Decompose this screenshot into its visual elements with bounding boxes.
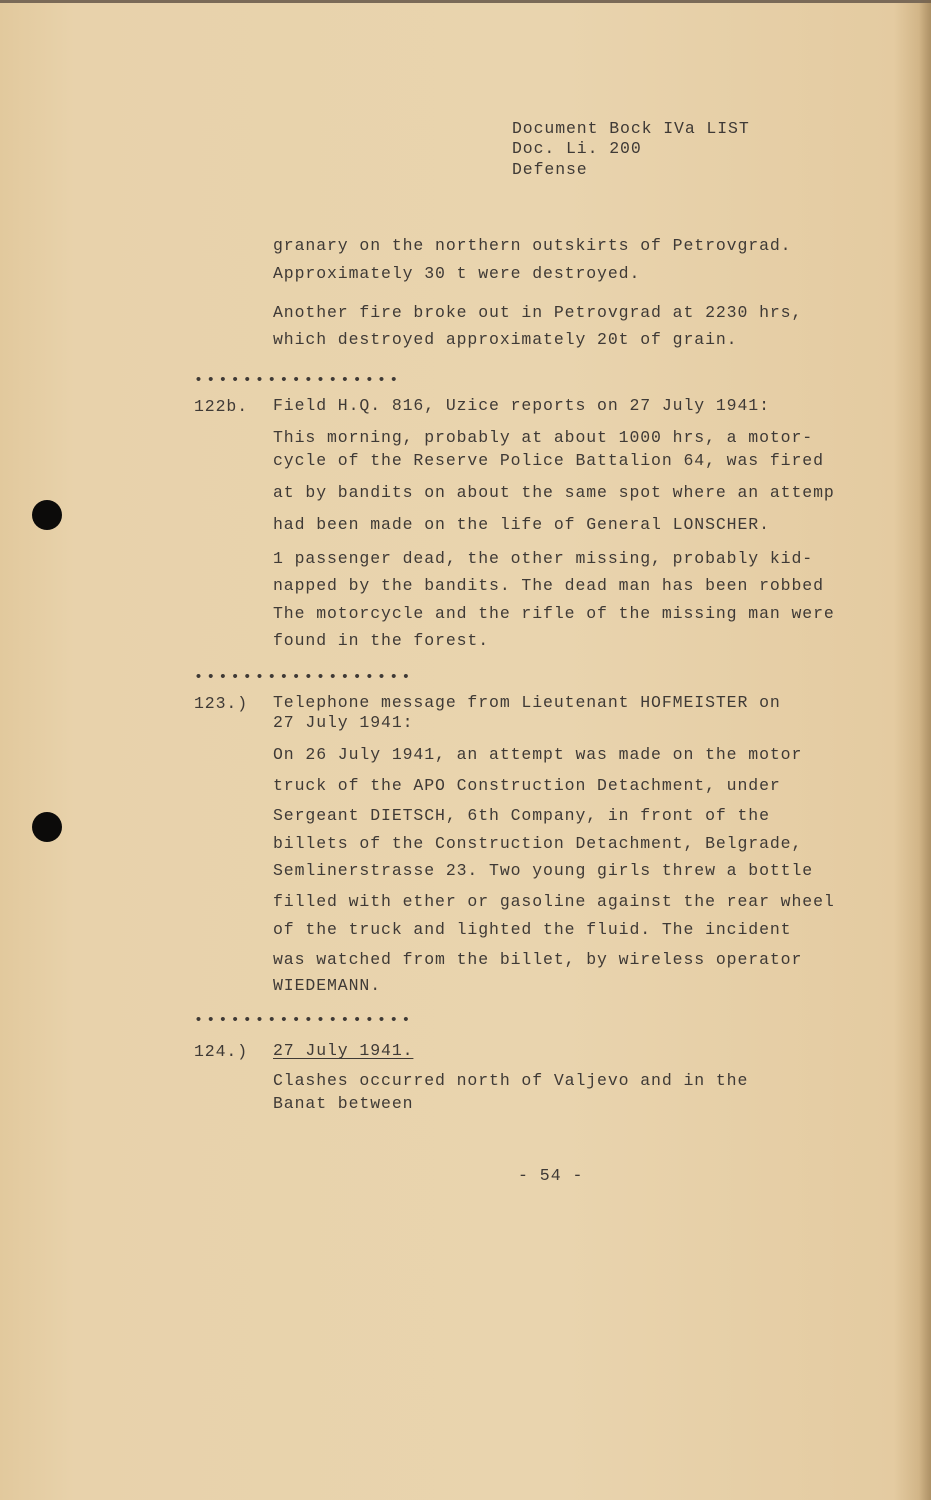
header-line-1: Document Bock IVa LIST	[512, 119, 750, 138]
entry-heading: Telephone message from Lieutenant HOFMEISTER on	[273, 693, 781, 712]
entry-line: 1 passenger dead, the other missing, probably kid-	[273, 549, 814, 568]
entry-line: had been made on the life of General LONSCHER.	[273, 515, 770, 534]
entry-heading: 27 July 1941:	[273, 713, 414, 732]
page-number: - 54 -	[518, 1166, 584, 1185]
intro-p1-line-1: granary on the northern outskirts of Petrovgrad.	[273, 236, 792, 255]
entry-line: Clashes occurred north of Valjevo and in the	[273, 1071, 749, 1090]
entry-heading: Field H.Q. 816, Uzice reports on 27 July 1941:	[273, 396, 770, 415]
intro-p2-line-2: which destroyed approximately 20t of grain.	[273, 330, 738, 349]
entry-line: Sergeant DIETSCH, 6th Company, in front of the	[273, 806, 770, 825]
entry-line: at by bandits on about the same spot where an attemp	[273, 483, 835, 502]
entry-line: napped by the bandits. The dead man has been robbed	[273, 576, 824, 595]
entry-line: Banat between	[273, 1094, 414, 1113]
entry-line: This morning, probably at about 1000 hrs, a motor-	[273, 428, 814, 447]
intro-p1-line-2: Approximately 30 t were destroyed.	[273, 264, 641, 283]
right-edge-shadow	[919, 0, 931, 1500]
header-line-2: Doc. Li. 200	[512, 139, 642, 158]
header-line-3: Defense	[512, 160, 588, 179]
entry-line: billets of the Construction Detachment, Belgrade,	[273, 834, 803, 853]
separator: ••••••••••••••••••	[194, 1012, 414, 1029]
punch-hole	[32, 812, 62, 842]
intro-p2-line-1: Another fire broke out in Petrovgrad at 2230 hrs,	[273, 303, 803, 322]
entry-line: found in the forest.	[273, 631, 490, 650]
entry-line: cycle of the Reserve Police Battalion 64, was fired	[273, 451, 824, 470]
entry-number: 123.)	[194, 694, 249, 713]
entry-line: The motorcycle and the rifle of the missing man were	[273, 604, 835, 623]
entry-line: truck of the APO Construction Detachment, under	[273, 776, 781, 795]
entry-number: 122b.	[194, 397, 249, 416]
entry-line: of the truck and lighted the fluid. The incident	[273, 920, 792, 939]
entry-line: WIEDEMANN.	[273, 976, 382, 995]
top-edge	[0, 0, 931, 3]
punch-hole	[32, 500, 62, 530]
entry-number: 124.)	[194, 1042, 249, 1061]
entry-line: was watched from the billet, by wireless operator	[273, 950, 803, 969]
entry-heading: 27 July 1941.	[273, 1041, 414, 1060]
separator: ••••••••••••••••••	[194, 669, 414, 686]
separator: •••••••••••••••••	[194, 372, 402, 389]
entry-line: filled with ether or gasoline against the rear wheel	[273, 892, 835, 911]
entry-line: Semlinerstrasse 23. Two young girls threw a bottle	[273, 861, 814, 880]
entry-line: On 26 July 1941, an attempt was made on the motor	[273, 745, 803, 764]
